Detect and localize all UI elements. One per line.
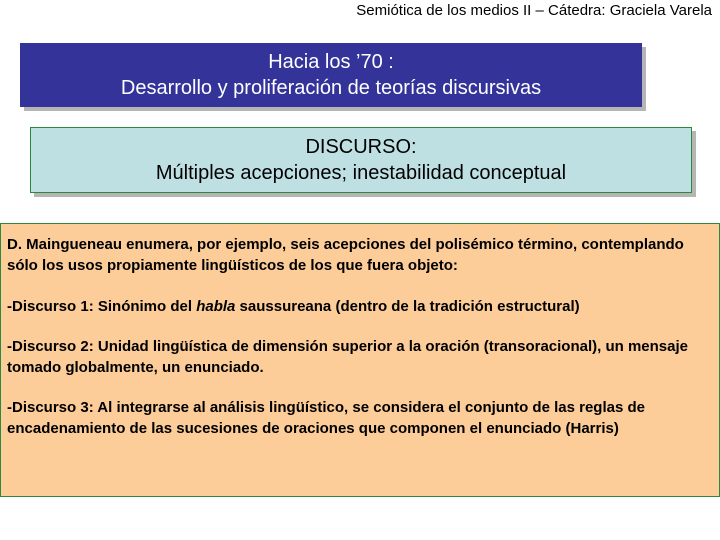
item-discurso-2: -Discurso 2: Unidad lingüística de dimensión superior a la oración (transoracional), un mensaje tomado globalmente, un enunciado.: [7, 338, 688, 376]
subtitle-line-2: Múltiples acepciones; inestabilidad conceptual: [155, 162, 567, 184]
title-line-1: Hacia los ’70 :: [268, 51, 394, 73]
item-1-text-before: -Discurso 1: Sinónimo del: [7, 298, 197, 315]
item-1-text-after: saussureana (dentro de la tradición estructural): [235, 298, 580, 315]
intro-paragraph: D. Maingueneau enumera, por ejemplo, seis acepciones del polisémico término, contemplando sólo los usos propiamente lingüísticos de los que fuera objeto:: [7, 236, 684, 274]
content-box: [0, 223, 720, 497]
item-1-emphasis: habla: [196, 298, 236, 315]
item-discurso-1: [7, 296, 713, 317]
subtitle-line-1: DISCURSO:: [305, 136, 417, 158]
title-box: [20, 43, 642, 107]
course-header: Semiótica de los medios II – Cátedra: Graciela Varela: [356, 2, 712, 19]
item-discurso-3: -Discurso 3: Al integrarse al análisis lingüístico, se considera el conjunto de las reglas de encadenamiento de las sucesiones de oraciones que componen el enunciado (Harris): [7, 399, 645, 437]
subtitle-box: [30, 127, 692, 193]
title-line-2: Desarrollo y proliferación de teorías discursivas: [120, 77, 542, 99]
